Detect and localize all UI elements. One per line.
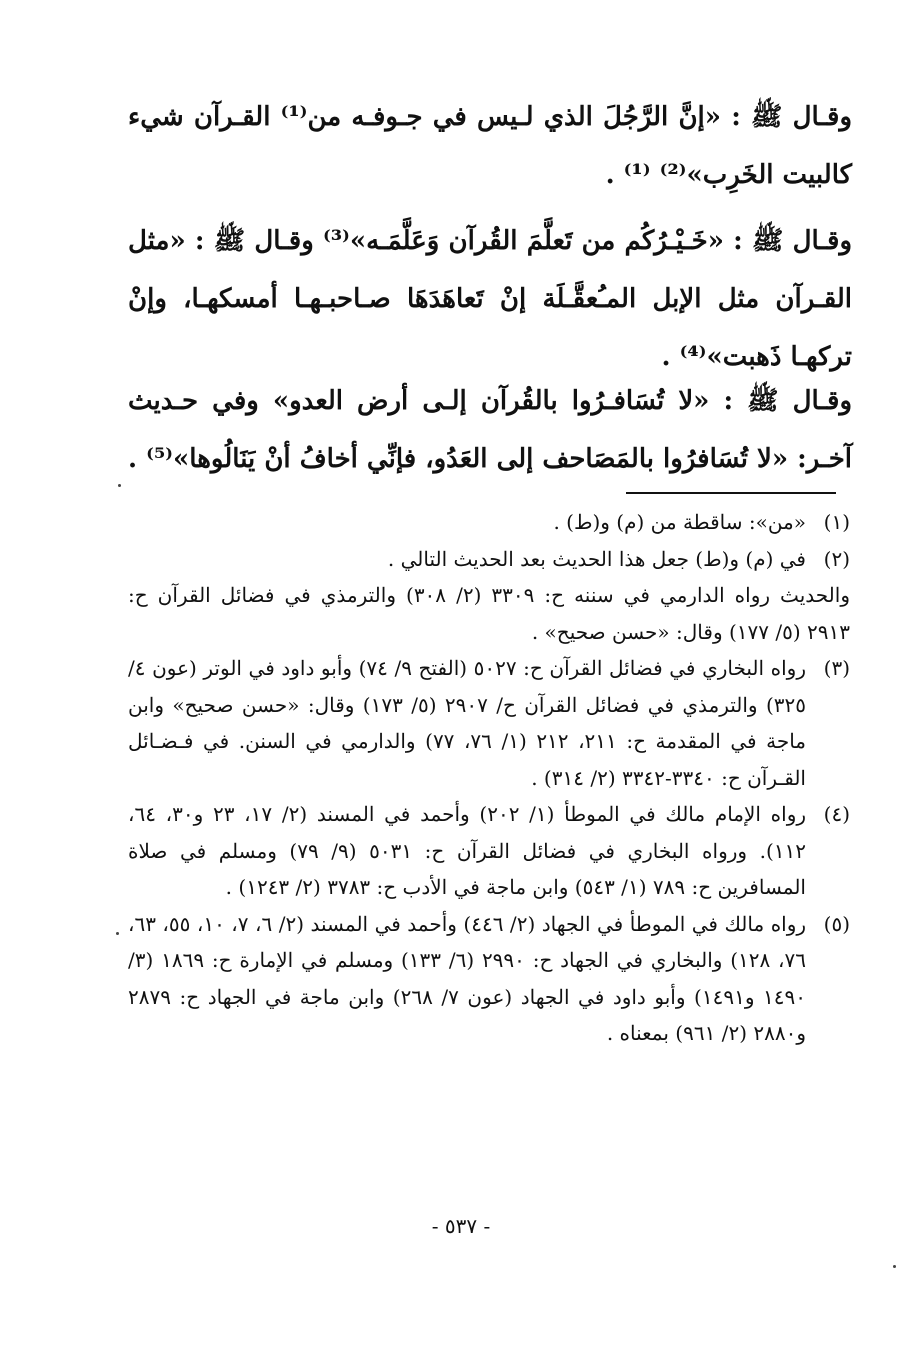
- main-paragraph-1: [128, 88, 852, 204]
- footnote-text: رواه مالك في الموطأ في الجهاد (٢/ ٤٤٦) وأحمد في المسند (٢/ ٦، ٧، ١٠، ٥٥، ٦٣، ٧٦، ١٢٨) والبخاري في الجهاد ح: ٢٩٩٠ (٦/ ١٣٣) ومسلم في الإمارة ح: ١٨٦٩ (٣/ ١٤٩٠ و١٤٩١) وأبو داود في الجهاد (عون ٧/ ٢٦٨) وابن ماجة في الجهاد ح: ٢٨٧٩ و٢٨٨٠ (٢/ ٩٦١) بمعناه .: [128, 911, 807, 1045]
- footnote-text: «من»: ساقطة من (م) و(ط) .: [553, 510, 806, 534]
- footnotes: [128, 504, 850, 1052]
- main-paragraph-2: [128, 212, 852, 386]
- scan-speck: [116, 932, 119, 935]
- page-number: - ٥٣٧ -: [431, 1214, 491, 1238]
- footnote-separator: [626, 492, 836, 494]
- hadith-text: وقـال ﷺ : «خَـيْـرُكُم من تَعلَّمَ القُرآن وَعَلَّمَـه»⁽³⁾ وقـال ﷺ : «مثل القـرآن مثل الإبل المـُعقَّـلَة إنْ تَعاهَدَهَا صـاحبـهـا أمسكهـا، وإنْ تركهـا ذَهبت»⁽⁴⁾ .: [128, 226, 852, 372]
- footnote-number: (٣): [823, 656, 850, 680]
- footnote-text: والحديث رواه الدارمي في سننه ح: ٣٣٠٩ (٢/ ٣٠٨) والترمذي في فضائل القرآن ح: ٢٩١٣ (٥/ ١٧٧) وقال: «حسن صحيح» .: [128, 583, 850, 644]
- scan-speck: [893, 1265, 896, 1268]
- footnote-text: رواه البخاري في فضائل القرآن ح: ٥٠٢٧ (الفتح ٩/ ٧٤) وأبو داود في الوتر (عون ٤/ ٣٢٥) والترمذي في فضائل القرآن ح/ ٢٩٠٧ (٥/ ١٧٣) وقال: «حسن صحيح» وابن ماجة في المقدمة ح: ٢١١، ٢١٢ (١/ ٧٦، ٧٧) والدارمي في السنن. في فـضـائل القـرآن ح: ٣٣٤٠-٣٣٤٢ (٢/ ٣١٤) .: [128, 656, 806, 790]
- main-paragraph-3: [128, 372, 852, 488]
- footnote-number: (٥): [823, 911, 850, 936]
- footnote-text: في (م) و(ط) جعل هذا الحديث بعد الحديث التالي .: [387, 546, 806, 571]
- footnote-2: [128, 541, 850, 578]
- footnote-number: (٤): [823, 802, 850, 826]
- footnote-number: (١): [823, 510, 850, 534]
- footnote-text: رواه الإمام مالك في الموطأ (١/ ٢٠٢) وأحمد في المسند (٢/ ١٧، ٢٣ و٣٠، ٦٤، ١١٢). ورواه البخاري في فضائل القرآن ح: ٥٠٣١ (٩/ ٧٩) ومسلم في صلاة المسافرين ح: ٧٨٩ (١/ ٥٤٣) وابن ماجة في الأدب ح: ٣٧٨٣ (٢/ ١٢٤٣) .: [128, 802, 807, 899]
- footnote-number: (٢): [823, 546, 850, 571]
- footnote-2-continuation: [128, 577, 850, 650]
- footnote-4: [128, 796, 850, 906]
- hadith-text: وقـال ﷺ : «إنَّ الرَّجُلَ الذي لـيس في جـوفـه من⁽¹⁾ القـرآن شيء كالبيت الخَرِب»⁽²⁾ ⁽¹⁾ .: [128, 102, 852, 190]
- hadith-text: وقـال ﷺ : «لا تُسَافـرُوا بالقُرآن إلـى أرض العدو» وفي حـديث آخـر: «لا تُسَافرُوا بالمَصَاحف إلى العَدُو، فإنِّي أخافُ أنْ يَنَالُوها»⁽⁵⁾ .: [128, 386, 852, 474]
- scan-speck: [118, 484, 121, 487]
- footnote-5: [128, 906, 850, 1052]
- footnote-3: [128, 650, 850, 796]
- footnote-1: [128, 504, 850, 541]
